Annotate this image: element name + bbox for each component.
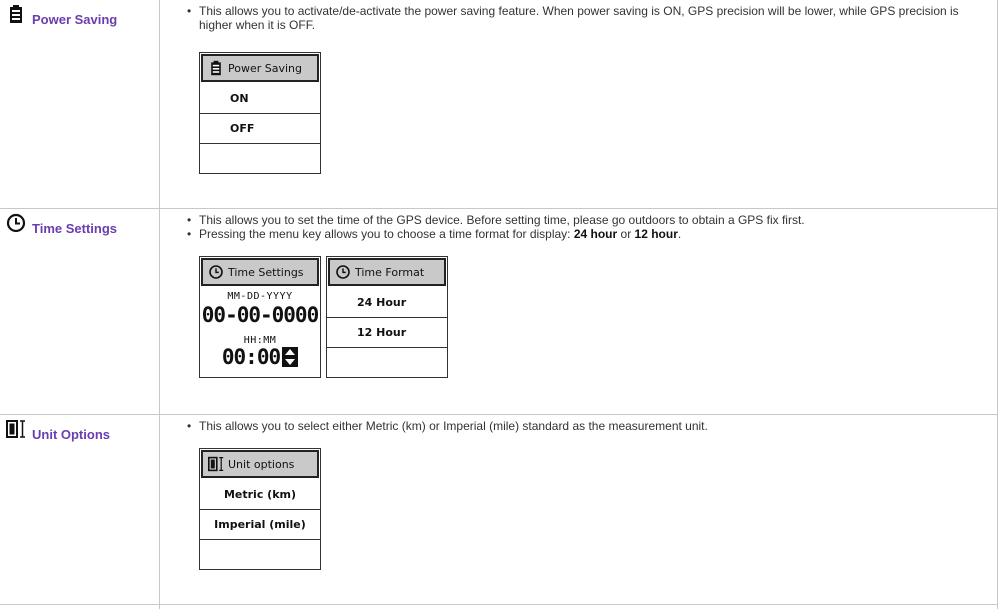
- unit-options-screen: [199, 448, 321, 570]
- bullet-text: .: [677, 227, 682, 241]
- time-settings-screen: [199, 256, 321, 378]
- battery-icon: [6, 4, 26, 24]
- time-row: [200, 345, 320, 369]
- row-power-saving: [0, 0, 998, 208]
- screen-title: Unit options: [228, 457, 295, 471]
- bold-24-hour: 24 hour: [573, 227, 618, 241]
- row-time-settings: [0, 209, 998, 414]
- option-24-hour[interactable]: 24 Hour: [327, 288, 447, 318]
- screen-header: [201, 450, 319, 478]
- screen-title: Time Format: [355, 265, 425, 279]
- bullet-text: Pressing the menu key allows you to choose a time format for display:: [199, 227, 574, 241]
- clock-icon: [208, 264, 224, 280]
- option-imperial[interactable]: Imperial (mile): [200, 510, 320, 540]
- bold-12-hour: 12 hour: [634, 227, 678, 241]
- unit-options-description: [186, 419, 994, 433]
- unit-ruler-icon: [208, 456, 224, 472]
- battery-icon: [208, 60, 224, 76]
- screen-header: [328, 258, 446, 286]
- bullet-item: • This allows you to activate/de-activate the power saving feature. When power saving is ON, GPS precision will be lower, while GPS precision is higher when it is OFF.: [186, 4, 994, 32]
- screen-header: [201, 258, 319, 286]
- power-saving-title: Power Saving: [32, 12, 118, 27]
- option-12-hour[interactable]: 12 Hour: [327, 318, 447, 348]
- option-on[interactable]: ON: [200, 84, 320, 114]
- time-format-screen: [326, 256, 448, 378]
- screen-title: Power Saving: [228, 61, 302, 75]
- screen-header: [201, 54, 319, 82]
- power-saving-description: [186, 4, 994, 32]
- up-down-arrows-icon[interactable]: [282, 347, 298, 367]
- power-saving-screen: [199, 52, 321, 174]
- time-settings-description: [186, 213, 994, 241]
- unit-ruler-icon: [6, 419, 26, 439]
- option-metric[interactable]: Metric (km): [200, 480, 320, 510]
- unit-options-title: Unit Options: [32, 427, 110, 442]
- unit-options-label: [6, 419, 110, 442]
- bullet-item: • This allows you to select either Metric (km) or Imperial (mile) standard as the measurement unit.: [186, 419, 994, 433]
- bullet-text: or: [617, 227, 635, 241]
- bullet-item: • This allows you to set the time of the GPS device. Before setting time, please go outdoors to obtain a GPS fix first.: [186, 213, 994, 227]
- clock-icon: [6, 213, 26, 233]
- row-unit-options: [0, 415, 998, 604]
- row-divider: [0, 604, 998, 605]
- option-off[interactable]: OFF: [200, 114, 320, 144]
- time-settings-label: [6, 213, 117, 236]
- date-format-label: MM-DD-YYYY: [227, 291, 293, 302]
- bullet-item: [186, 227, 994, 241]
- screen-title: Time Settings: [228, 265, 304, 279]
- date-value[interactable]: 00-00-0000: [201, 303, 319, 327]
- time-settings-title: Time Settings: [32, 221, 118, 236]
- time-value[interactable]: 00:00: [221, 345, 281, 369]
- power-saving-label: [6, 4, 117, 27]
- clock-icon: [335, 264, 351, 280]
- time-format-label: HH:MM: [243, 335, 277, 346]
